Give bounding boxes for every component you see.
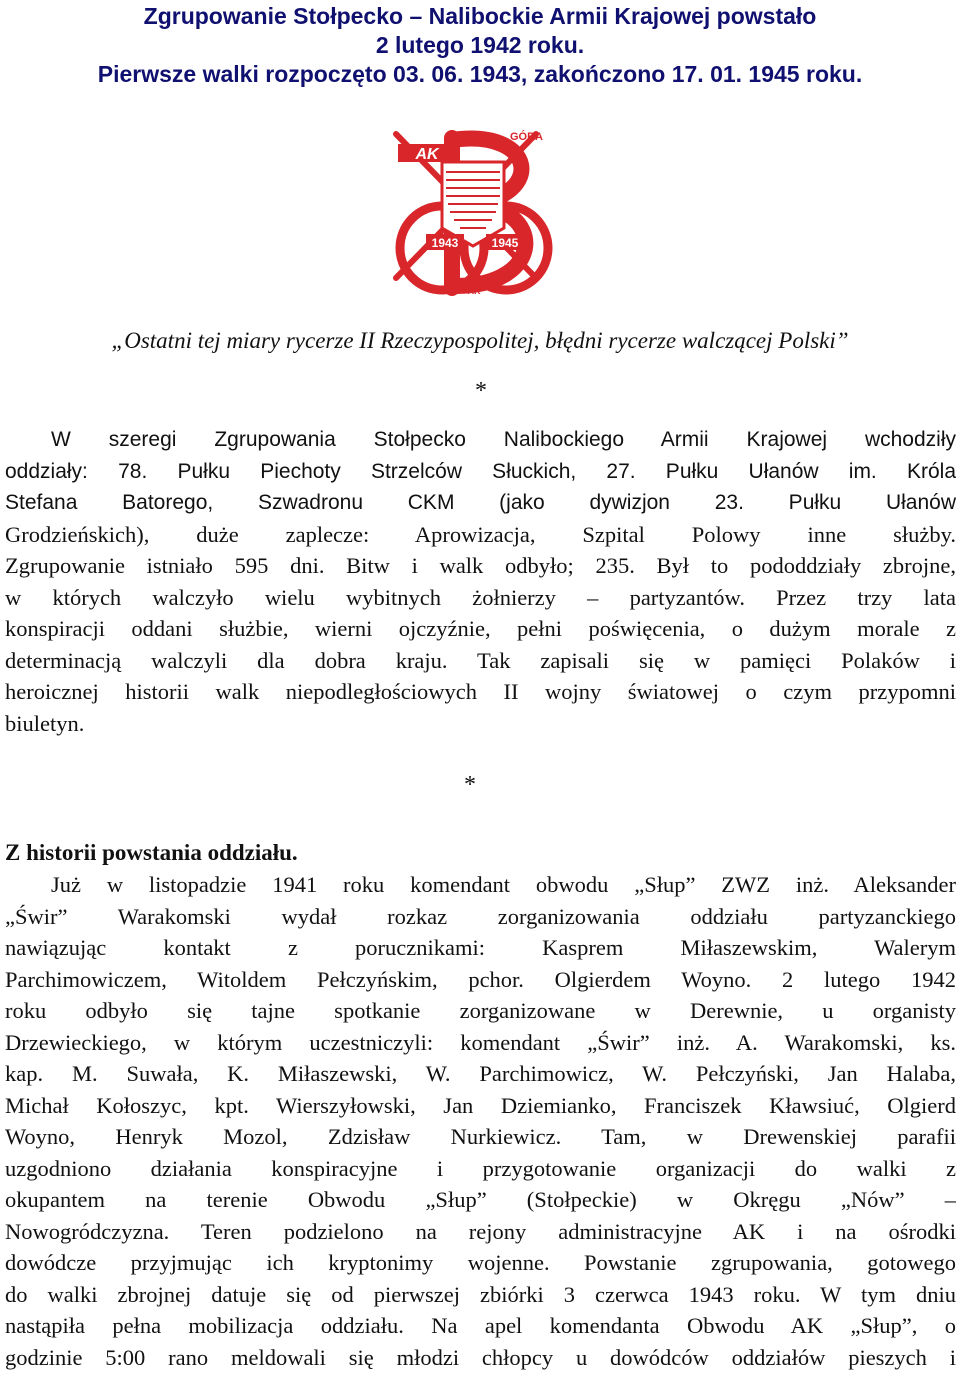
paragraph-line: „Świr” Warakomski wydał rozkaz zorganizowania oddziału partyzanckiego — [5, 903, 956, 929]
paragraph-line: roku odbyło się tajne spotkanie zorganizowane w Derewnie, u organisty — [5, 998, 956, 1023]
svg-text:1943: 1943 — [431, 236, 459, 250]
paragraph-line: oddziały: 78. Pułku Piechoty Strzelców Słuckich, 27. Pułku Ułanów im. Króla — [5, 459, 956, 483]
intro-paragraph — [5, 424, 956, 739]
paragraph-line: Woyno, Henryk Mozol, Zdzisław Nurkiewicz. Tam, w Drewenskiej parafii — [5, 1124, 956, 1149]
paragraph-line: w których walczyło wielu wybitnych żołnierzy – partyzantów. Przez trzy lata — [5, 584, 956, 610]
paragraph-line: uzgodniono działania konspiracyjne i przygotowanie organizacji do walki z — [5, 1155, 956, 1181]
paragraph-line: Nowogródczyzna. Teren podzielono na rejony administracyjne AK i na ośrodki — [5, 1218, 956, 1244]
svg-text:AK: AK — [415, 146, 439, 163]
title-line-2: 2 lutego 1942 roku. — [375, 32, 585, 58]
paragraph-line: biuletyn. — [5, 710, 85, 736]
paragraph-line: determinacją walczyli dla dobra kraju. Tak zapisali się w pamięci Polaków i — [5, 647, 956, 673]
section-heading: Z historii powstania oddziału. — [5, 840, 298, 865]
paragraph-line: Stefana Batorego, Szwadronu CKM (jako dywizjon 23. Pułku Ułanów — [5, 491, 956, 514]
paragraph-line: dowódcze przyjmując ich kryptonimy wojenne. Powstanie zgrupowania, gotowego — [5, 1250, 956, 1275]
svg-text:GÓRA: GÓRA — [510, 131, 543, 143]
section-separator: * — [475, 378, 487, 404]
motto-quote: „Ostatni tej miary rycerze II Rzeczypospolitej, błędni rycerze walczącej Polski” — [111, 328, 849, 353]
svg-text:1945: 1945 — [491, 236, 519, 250]
paragraph-line: nastąpiła pełna mobilizacja oddziału. Na apel komendanta Obwodu AK „Słup”, o — [5, 1313, 956, 1338]
history-paragraph — [5, 869, 956, 1373]
paragraph-line: Już w listopadzie 1941 roku komendant obwodu „Słup” ZWZ inż. Aleksander — [51, 872, 956, 897]
paragraph-line: W szeregi Zgrupowania Stołpecko Nalibockiego Armii Krajowej wchodziły — [51, 428, 956, 451]
svg-text:AK: AK — [467, 286, 481, 296]
paragraph-line: heroicznej historii walk niepodległościowych II wojny światowej o czym przypomni — [5, 679, 956, 704]
title-line-3: Pierwsze walki rozpoczęto 03. 06. 1943, zakończono 17. 01. 1945 roku. — [97, 61, 863, 87]
paragraph-line: Michał Kołoszyc, kpt. Wierszyłowski, Jan Dziemianko, Franciszek Kławsiuć, Olgierd — [5, 1092, 956, 1118]
ak-logo — [398, 144, 456, 163]
paragraph-line: okupantem na terenie Obwodu „Słup” (Stołpeckie) w Okręgu „Nów” – — [5, 1187, 956, 1212]
title-line-1: Zgrupowanie Stołpecko – Nalibockie Armii Krajowej powstało — [143, 3, 817, 29]
paragraph-line: Parchimowiczem, Witoldem Pełczyńskim, pchor. Olgierdem Woyno. 2 lutego 1942 — [5, 966, 956, 992]
section-separator: * — [464, 772, 476, 798]
paragraph-line: Grodzieńskich), duże zaplecze: Aprowizacja, Szpital Polowy inne służby. — [5, 521, 956, 547]
paragraph-line: godzinie 5:00 rano meldowali się młodzi chłopcy u dowódców oddziałów pieszych i — [5, 1344, 956, 1370]
paragraph-line: nawiązując kontakt z porucznikami: Kasprem Miłaszewskim, Walerym — [5, 935, 956, 960]
paragraph-line: Drzewieckiego, w którym uczestniczyli: komendant „Świr” inż. A. Warakomski, ks. — [5, 1029, 956, 1055]
ak-unit-emblem — [386, 118, 566, 303]
paragraph-line: konspiracji oddani służbie, wierni ojczyźnie, pełni poświęcenia, o dużym morale z — [5, 616, 956, 641]
document-title — [0, 2, 960, 89]
paragraph-line: kap. M. Suwała, K. Miłaszewski, W. Parchimowicz, W. Pełczyński, Jan Halaba, — [5, 1061, 956, 1086]
paragraph-line: do walki zbrojnej datuje się od pierwszej zbiórki 3 czerwca 1943 roku. W tym dniu — [5, 1281, 956, 1307]
paragraph-line: Zgrupowanie istniało 595 dni. Bitw i walk odbyło; 235. Był to pododdziały zbrojne, — [5, 553, 956, 578]
